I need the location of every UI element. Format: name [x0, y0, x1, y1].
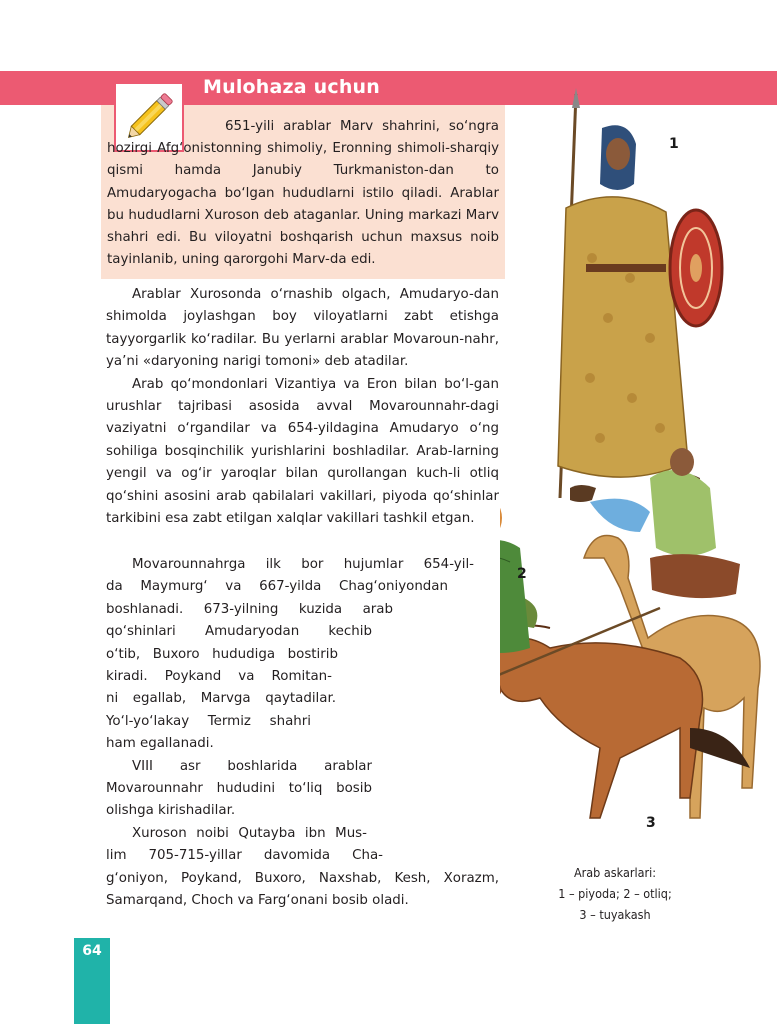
text-line: qo‘shinlari Amudaryodan kechib: [106, 624, 372, 640]
text-line: g‘oniyon, Poykand, Buxoro, Naxshab, Kesh, Xorazm,: [106, 870, 499, 886]
text-line: ham egallanadi.: [106, 736, 214, 752]
note-text: [107, 116, 499, 271]
paragraph-4: [106, 756, 499, 823]
paragraph-3: [106, 554, 499, 756]
text-line: da Maymurg‘ va 667-yilda Chag‘oniyondan: [106, 579, 448, 595]
section-title: Mulohaza uchun: [203, 76, 381, 98]
paragraph-5: [106, 823, 499, 913]
text-line: kiradi. Poykand va Romitan-: [106, 669, 332, 685]
caption-line: 3 – tuyakash: [579, 907, 651, 922]
figure-caption: [520, 862, 710, 925]
paragraph-1: Arablar Xurosonda o‘rnashib olgach, Amudaryo-dan shimolda joylashgan boy viloyatlarni zabt etishga tayyorgarlik ko‘radilar. Bu yerlarni arablar Movaroun-nahr, ya’ni «daryoning narigi tomoni» deb atadilar.: [106, 287, 499, 370]
note-paragraph: 651-yili arablar Marv shahrini, so‘ngra hozirgi Afg‘onistonning shimoliy, Eronning shimoli-sharqiy qismi hamda Janubiy Turkmaniston-dan to Amudaryogacha bo‘lgan hududlarni istilo qiladi. Arablar bu hududlarni Xuroson deb ataganlar. Uning markazi Marv shahri edi. Bu viloyatni boshqarish uchun maxsus noib tayinlanib, uning qarorgohi Marv-da edi.: [107, 119, 499, 268]
text-line: ni egallab, Marvga qaytadilar.: [106, 691, 336, 707]
arab-soldiers-illustration: [500, 88, 777, 858]
text-line: Yo‘l-yo‘lakay Termiz shahri: [106, 713, 311, 729]
figure-label-2: 2: [517, 566, 527, 582]
text-line: o‘tib, Buxoro hududiga bostirib: [106, 646, 338, 662]
page-number: 64: [82, 943, 102, 959]
text-line: boshlanadi. 673-yilning kuzida arab: [106, 601, 393, 617]
paragraph-2: Arab qo‘mondonlari Vizantiya va Eron bilan bo‘l-gan urushlar tajribasi asosida avval Movarounnahr-dagi vaziyatni o‘rgandilar va 654-yildagina Amudaryo o‘ng sohiliga bosqinchilik yurishlarini boshladilar. Arab-larning yengil va og‘ir yaroqlar bilan qurollangan kuch-li otliq qo‘shini asosini arab qabilalari vakillari, piyoda qo‘shinlar tarkibini esa zabt etilgan xalqlar vakillari tashkil etgan.: [106, 376, 499, 527]
text-line: Movarounnahrga ilk bor hujumlar 654-yil-: [132, 557, 474, 572]
caption-line: Arab askarlari:: [573, 865, 657, 880]
figure-label-3: 3: [646, 815, 656, 831]
main-text: [106, 284, 499, 530]
text-line: lim 705-715-yillar davomida Cha-: [106, 848, 383, 864]
main-text-wrapped: [106, 554, 499, 913]
text-line: Samarqand, Choch va Farg‘onani bosib oladi.: [106, 893, 409, 909]
figure-label-1: 1: [669, 136, 679, 152]
foot-soldier-figure: [558, 88, 722, 502]
caption-line: 1 – piyoda; 2 – otliq;: [558, 886, 672, 901]
text-line: Movarounnahr hududini to‘liq bosib: [106, 781, 372, 797]
text-line: olishga kirishadilar.: [106, 803, 236, 819]
text-line: Xuroson noibi Qutayba ibn Mus-: [132, 825, 367, 841]
text-line: VIII asr boshlarida arablar: [132, 758, 372, 774]
